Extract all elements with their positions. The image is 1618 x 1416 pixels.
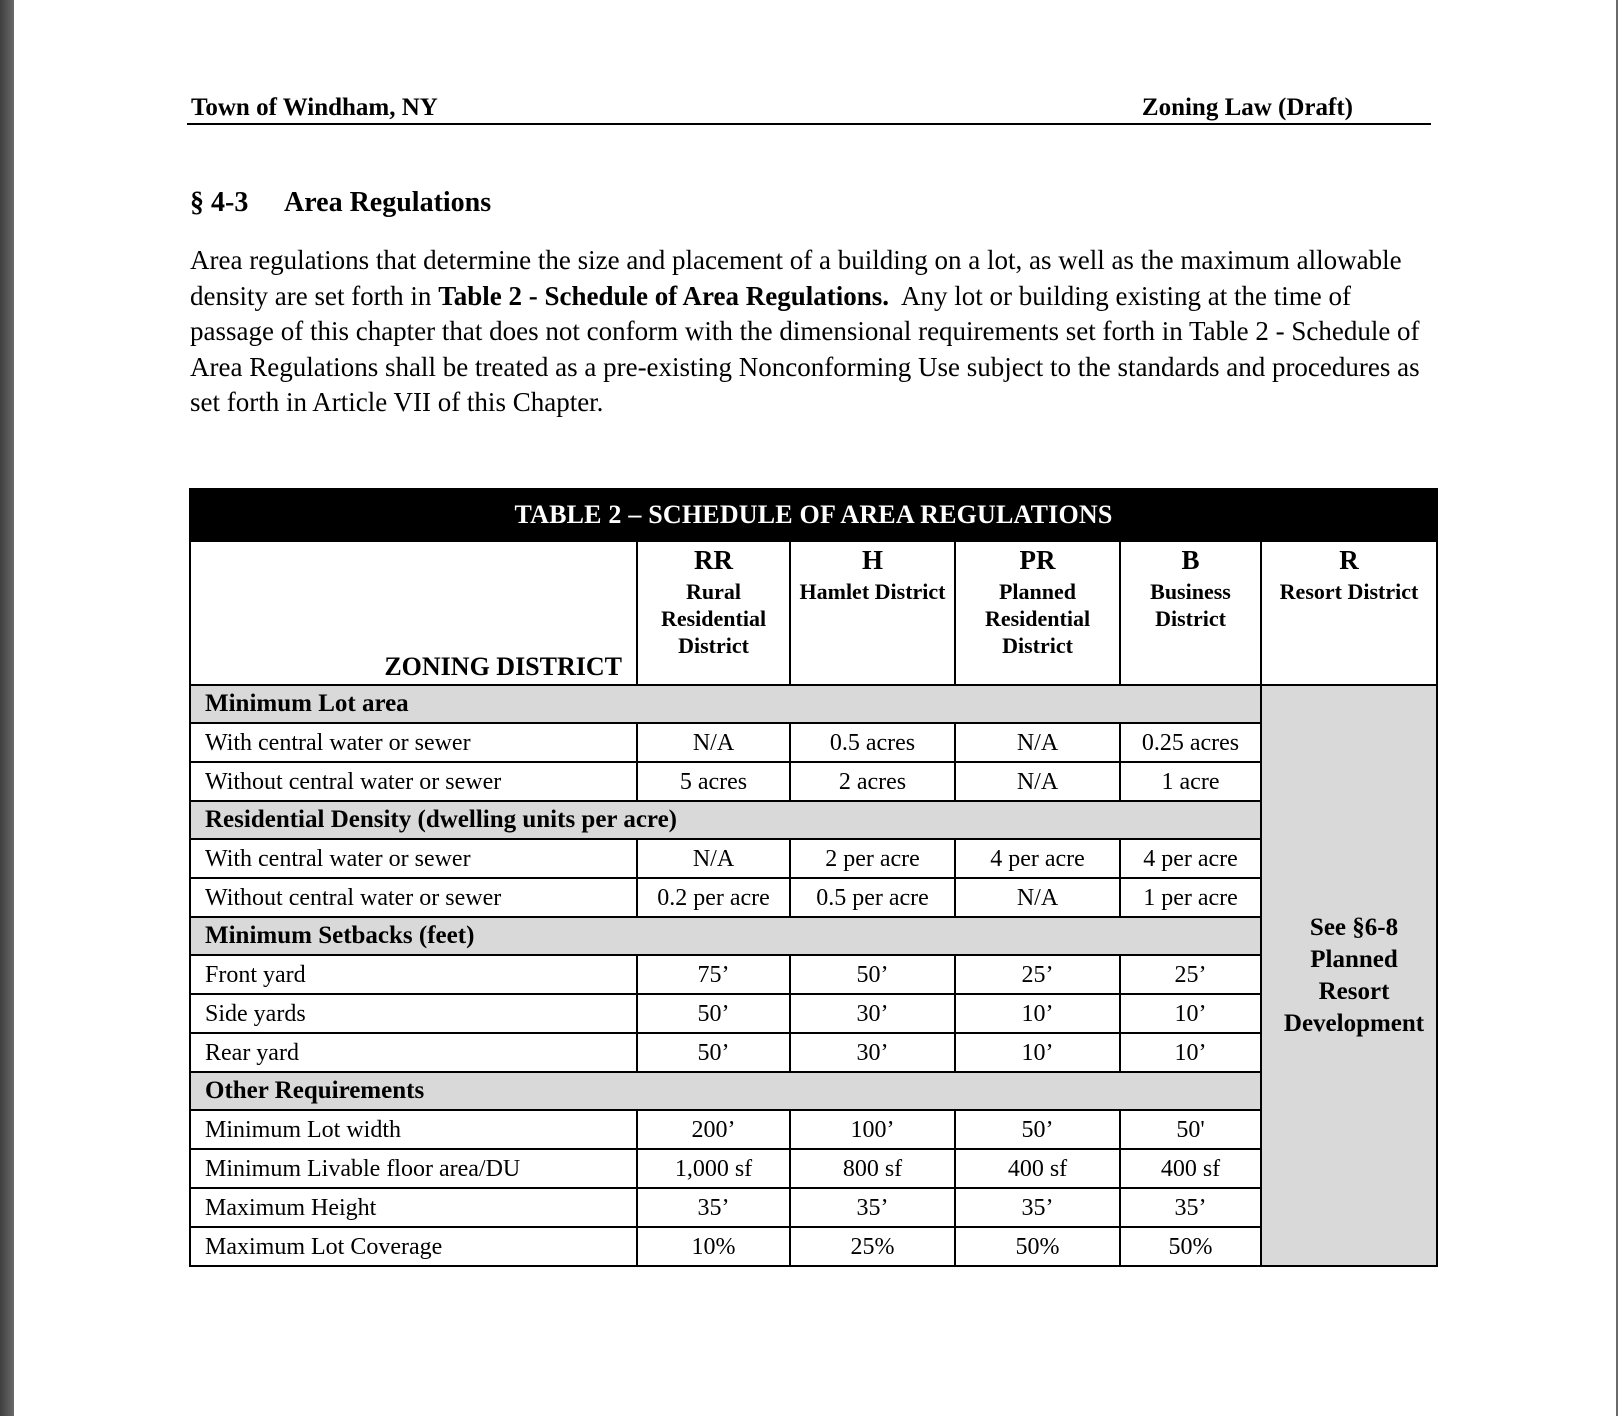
- district-code: PR: [1019, 545, 1056, 575]
- row-label: With central water or sewer: [190, 723, 637, 762]
- district-code: H: [861, 545, 883, 575]
- district-header-pr: [955, 541, 1120, 685]
- cell-value-h: 800 sf: [790, 1149, 955, 1188]
- district-code: R: [1339, 545, 1359, 575]
- table-row: [190, 762, 1437, 801]
- cell-value-b: 35’: [1120, 1188, 1261, 1227]
- cell-value-h: 35’: [790, 1188, 955, 1227]
- cell-value-b: 25’: [1120, 955, 1261, 994]
- cell-value-b: 10’: [1120, 994, 1261, 1033]
- district-header-rr: [637, 541, 790, 685]
- cell-value-h: 50’: [790, 955, 955, 994]
- cell-value-h: 2 acres: [790, 762, 955, 801]
- row-label: Without central water or sewer: [190, 878, 637, 917]
- cell-value-rr: 50’: [637, 1033, 790, 1072]
- district-name: Business District: [1150, 579, 1231, 631]
- group-row: [190, 917, 1437, 955]
- row-label: Without central water or sewer: [190, 762, 637, 801]
- cell-value-pr: 50%: [955, 1227, 1120, 1266]
- cell-value-pr: N/A: [955, 878, 1120, 917]
- cell-value-pr: 10’: [955, 1033, 1120, 1072]
- row-label: Minimum Livable floor area/DU: [190, 1149, 637, 1188]
- table-row: [190, 1149, 1437, 1188]
- table-row: [190, 994, 1437, 1033]
- cell-value-rr: N/A: [637, 839, 790, 878]
- cell-value-pr: 4 per acre: [955, 839, 1120, 878]
- cell-value-pr: 400 sf: [955, 1149, 1120, 1188]
- paragraph-bold-reference: Table 2 - Schedule of Area Regulations.: [438, 280, 889, 311]
- header-town: Town of Windham, NY: [191, 94, 438, 121]
- row-label: Maximum Lot Coverage: [190, 1227, 637, 1266]
- district-name: Resort District: [1279, 579, 1419, 604]
- group-title: Minimum Lot area: [190, 685, 1261, 723]
- district-name: Hamlet District: [799, 579, 946, 604]
- cell-value-b: 0.25 acres: [1120, 723, 1261, 762]
- cell-value-rr: 75’: [637, 955, 790, 994]
- district-name: Rural Residential District: [660, 579, 767, 658]
- row-label: Side yards: [190, 994, 637, 1033]
- resort-district-note: See §6-8 Planned Resort Development: [1261, 685, 1437, 1266]
- group-row: [190, 1072, 1437, 1110]
- cell-value-h: 30’: [790, 1033, 955, 1072]
- section-title: Area Regulations: [284, 187, 492, 218]
- district-name: Planned Residential District: [984, 579, 1091, 658]
- district-header-h: [790, 541, 955, 685]
- table-title: TABLE 2 – SCHEDULE OF AREA REGULATIONS: [190, 489, 1437, 541]
- table-row: [190, 1188, 1437, 1227]
- cell-value-rr: 50’: [637, 994, 790, 1033]
- cell-value-pr: 25’: [955, 955, 1120, 994]
- district-header-b: [1120, 541, 1261, 685]
- table-row: [190, 955, 1437, 994]
- cell-value-h: 100’: [790, 1110, 955, 1149]
- section-number: § 4-3: [190, 187, 249, 218]
- table-row: [190, 1110, 1437, 1149]
- group-row: [190, 801, 1437, 839]
- table-row: [190, 1227, 1437, 1266]
- table-row: [190, 839, 1437, 878]
- cell-value-rr: 10%: [637, 1227, 790, 1266]
- cell-value-b: 4 per acre: [1120, 839, 1261, 878]
- area-regulations-table: [189, 488, 1438, 1267]
- cell-value-rr: N/A: [637, 723, 790, 762]
- cell-value-pr: 35’: [955, 1188, 1120, 1227]
- header-doc-title: Zoning Law (Draft): [1141, 94, 1353, 121]
- paragraph-text-1: Area regulations that determine the size and placement of a building on a lot, as well as the maximum allowable density are set forth in: [190, 245, 1402, 311]
- cell-value-pr: N/A: [955, 723, 1120, 762]
- district-code: B: [1181, 545, 1200, 575]
- cell-value-h: 0.5 per acre: [790, 878, 955, 917]
- cell-value-rr: 35’: [637, 1188, 790, 1227]
- group-row: [190, 685, 1437, 723]
- cell-value-pr: N/A: [955, 762, 1120, 801]
- table-row: [190, 723, 1437, 762]
- district-header-r: [1261, 541, 1437, 685]
- cell-value-rr: 5 acres: [637, 762, 790, 801]
- row-label: With central water or sewer: [190, 839, 637, 878]
- section-heading: [190, 186, 491, 220]
- paragraph-text-2: Any lot or building existing at the time of passage of this chapter that does not conform with the dimensional requirements set forth in Table 2 - Schedule of Area Regulations shall be treated as a pre-existing Nonconforming Use subject to the standards and procedures as set forth in Article VII of this Chapter.: [190, 280, 1427, 417]
- running-header: [187, 93, 1431, 125]
- cell-value-h: 30’: [790, 994, 955, 1033]
- group-title: Other Requirements: [190, 1072, 1261, 1110]
- table-row: [190, 878, 1437, 917]
- cell-value-b: 50': [1120, 1110, 1261, 1149]
- cell-value-b: 1 acre: [1120, 762, 1261, 801]
- cell-value-pr: 50’: [955, 1110, 1120, 1149]
- district-code: RR: [694, 545, 733, 575]
- cell-value-rr: 200’: [637, 1110, 790, 1149]
- group-title: Minimum Setbacks (feet): [190, 917, 1261, 955]
- table-row: [190, 1033, 1437, 1072]
- cell-value-rr: 0.2 per acre: [637, 878, 790, 917]
- viewer-left-edge: [0, 0, 14, 1416]
- row-label: Front yard: [190, 955, 637, 994]
- row-label: Rear yard: [190, 1033, 637, 1072]
- body-paragraph: [190, 243, 1440, 421]
- cell-value-rr: 1,000 sf: [637, 1149, 790, 1188]
- zoning-district-label: ZONING DISTRICT: [190, 541, 637, 685]
- row-label: Minimum Lot width: [190, 1110, 637, 1149]
- row-label: Maximum Height: [190, 1188, 637, 1227]
- cell-value-h: 2 per acre: [790, 839, 955, 878]
- cell-value-h: 25%: [790, 1227, 955, 1266]
- group-title: Residential Density (dwelling units per acre): [190, 801, 1261, 839]
- cell-value-b: 50%: [1120, 1227, 1261, 1266]
- cell-value-pr: 10’: [955, 994, 1120, 1033]
- cell-value-b: 10’: [1120, 1033, 1261, 1072]
- cell-value-b: 1 per acre: [1120, 878, 1261, 917]
- cell-value-b: 400 sf: [1120, 1149, 1261, 1188]
- cell-value-h: 0.5 acres: [790, 723, 955, 762]
